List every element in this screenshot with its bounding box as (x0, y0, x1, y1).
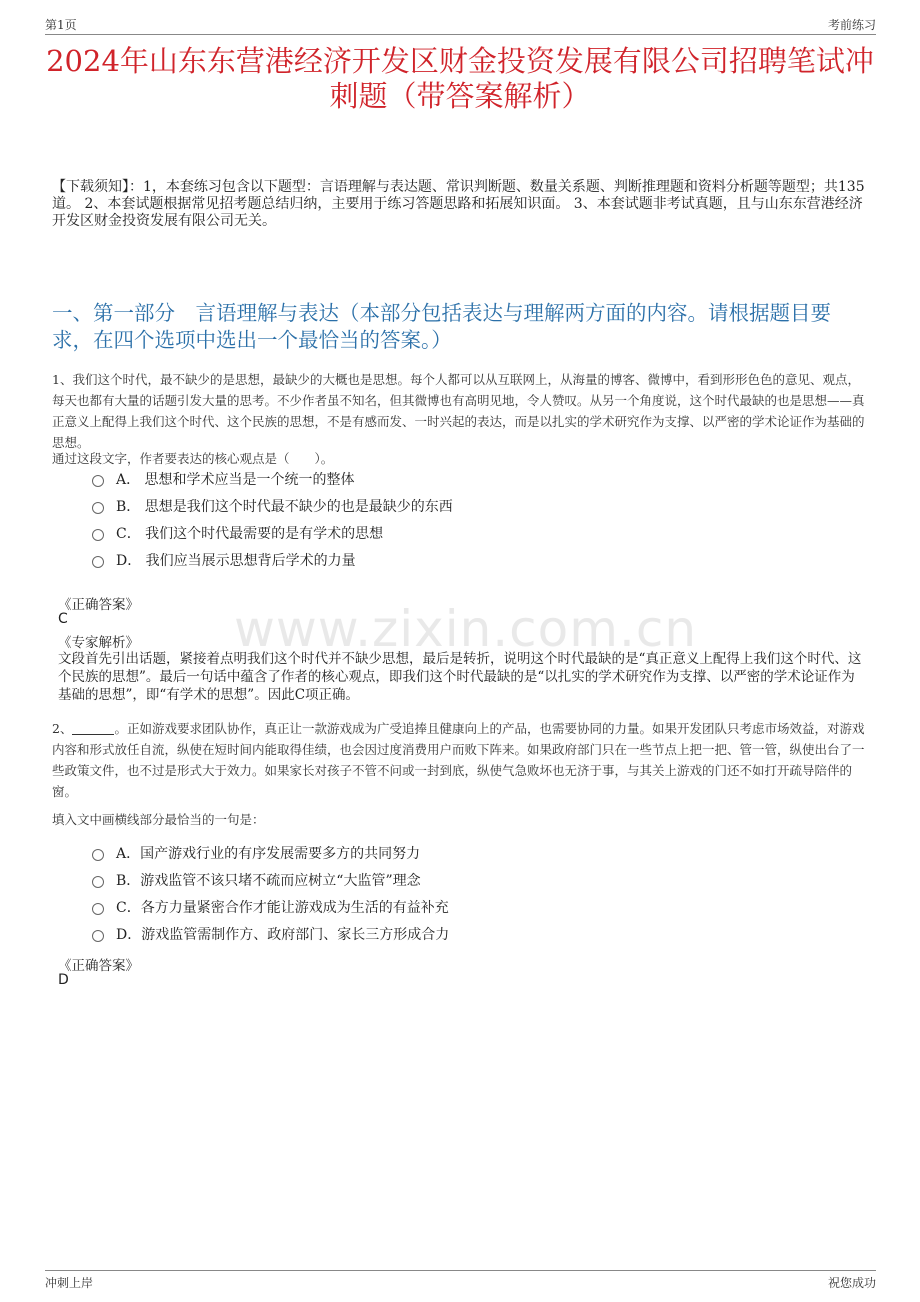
footer-right: 祝您成功 (827, 1276, 876, 1290)
question-2-prompt: 填入文中画横线部分最恰当的一句是： (52, 812, 265, 827)
question-2-stem: 2、 。正如游戏要求团队协作，真正让一款游戏成为广受追捧且健康向上的产品，也需要协同的力量。如果开发团队只考虑市场效益，对游戏内容和形式放任自流，纵使在短时间内能取得佳绩，也会因过度消费用户而败下阵来。如果政府部门只在一些节点上把一把、管一管，纵使出台了一些政策文件，也不过是形式大于效力。如果家长对孩子不管不问或一封到底，纵使气急败坏也无济于事，与其关上游戏的门还不如打开疏导陪伴的窗。 (52, 721, 865, 799)
page-header (45, 14, 876, 35)
radio-icon[interactable] (92, 876, 104, 888)
radio-icon[interactable] (92, 556, 104, 568)
q1-option-a[interactable]: A． 思想和学术应当是一个统一的整体 (92, 469, 355, 489)
q2-option-c[interactable]: C．各方力量紧密合作才能让游戏成为生活的有益补充 (92, 897, 449, 917)
radio-icon[interactable] (92, 529, 104, 541)
q1-option-b[interactable]: B． 思想是我们这个时代最不缺少的也是最缺少的东西 (92, 496, 453, 516)
q1-answer-label: 《正确答案》 (58, 597, 139, 613)
footer-left: 冲刺上岸 (45, 1276, 94, 1290)
q2-option-b[interactable]: B．游戏监管不该只堵不疏而应树立“大监管”理念 (92, 870, 421, 890)
download-notice: 【下载须知】：1，本套练习包含以下题型：言语理解与表达题、常识判断题、数量关系题、判断推理题和资料分析题等题型；共135道。 2、本套试题根据常见招考题总结归纳，主要用于练习答题思路和拓展知识面。 3、本套试题非考试真题，且与山东东营港经济开发区财金投资发展有限公司无关。 (52, 179, 865, 229)
section-heading: 一、第一部分 言语理解与表达（本部分包括表达与理解两方面的内容。请根据题目要求，在四个选项中选出一个最恰当的答案。） (52, 301, 831, 352)
page-footer (45, 1270, 876, 1293)
q2-answer: D (58, 972, 69, 988)
q2-option-a[interactable]: A．国产游戏行业的有序发展需要多方的共同努力 (92, 843, 420, 863)
fill-blank (72, 734, 114, 735)
radio-icon[interactable] (92, 849, 104, 861)
q2-answer-label: 《正确答案》 (58, 958, 139, 974)
question-1-stem: 1、我们这个时代，最不缺少的是思想，最缺少的大概也是思想。每个人都可以从互联网上，从海量的博客、微博中，看到形形色色的意见、观点，每天也都有大量的话题引发大量的思考。不少作者虽不知名，但其微博也有高明见地，令人赞叹。从另一个角度说，这个时代最缺的也是思想——真正意义上配得上我们这个时代、这个民族的思想，不是有感而发、一时兴起的表达，而是以扎实的学术研究作为支撑、以严密的学术论证作为基础的思想。 (52, 372, 865, 450)
q1-option-c[interactable]: C． 我们这个时代最需要的是有学术的思想 (92, 523, 383, 543)
page-number: 第1页 (45, 18, 77, 32)
watermark: www.zixin.com.cn (234, 600, 698, 658)
q2-option-d[interactable]: D．游戏监管需制作方、政府部门、家长三方形成合力 (92, 924, 449, 944)
q1-analysis: 文段首先引出话题，紧接着点明我们这个时代并不缺少思想，最后是转折，说明这个时代最缺的是“真正意义上配得上我们这个时代、这个民族的思想”。最后一句话中蕴含了作者的核心观点，即我们这个时代最缺的是“以扎实的学术研究作为支撑、以严密的学术论证作为基础的思想”，即“有学术的思想”。因此C项正确。 (58, 651, 862, 703)
radio-icon[interactable] (92, 930, 104, 942)
q1-analysis-label: 《专家解析》 (58, 635, 139, 651)
header-label: 考前练习 (827, 18, 876, 32)
question-1-prompt: 通过这段文字，作者要表达的核心观点是（ ）。 (52, 451, 334, 466)
q1-answer: C (58, 611, 68, 627)
radio-icon[interactable] (92, 475, 104, 487)
page-title: 2024年山东东营港经济开发区财金投资发展有限公司招聘笔试冲刺题（带答案解析） (46, 44, 874, 113)
radio-icon[interactable] (92, 502, 104, 514)
radio-icon[interactable] (92, 903, 104, 915)
q1-option-d[interactable]: D． 我们应当展示思想背后学术的力量 (92, 550, 356, 570)
